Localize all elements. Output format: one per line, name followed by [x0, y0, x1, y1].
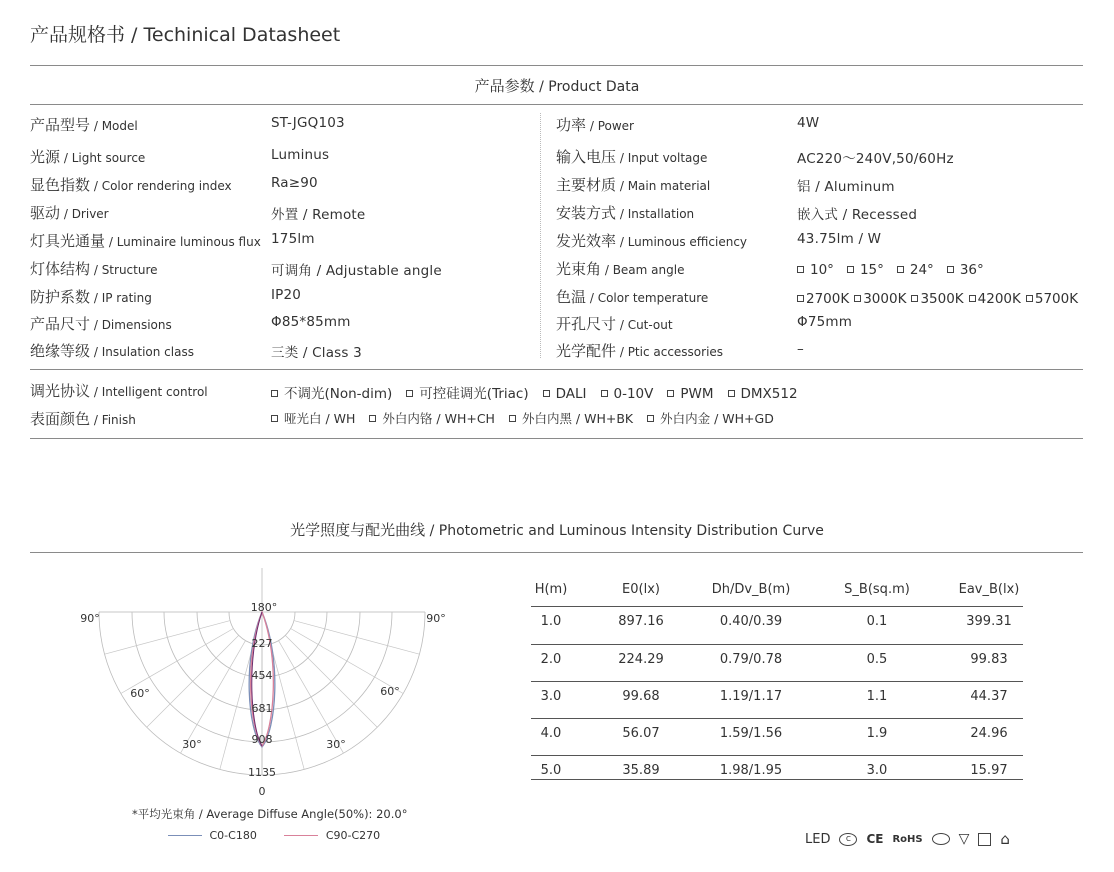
- heading-en: / Product Data: [534, 79, 640, 95]
- table-cell: 0.40/0.39: [719, 614, 783, 629]
- option-label: DALI: [555, 386, 587, 402]
- table-cell: 99.83: [970, 652, 1008, 667]
- radial-label: 227: [251, 637, 273, 650]
- spec-label-zh: 产品尺寸: [30, 315, 91, 333]
- spec-value: 外置 / Remote: [271, 207, 366, 223]
- table-cell: 897.16: [618, 614, 664, 629]
- checkbox-icon[interactable]: [271, 415, 278, 422]
- spec-label-zh: 发光效率: [556, 232, 617, 250]
- spec-label: [556, 114, 634, 135]
- spec-label-en: / Input voltage: [616, 151, 708, 165]
- indoor-use-icon: ⌂: [1000, 830, 1010, 848]
- spec-label-zh: 色温: [556, 288, 587, 306]
- option-item[interactable]: [601, 386, 654, 402]
- spec-label-en: / Dimensions: [90, 318, 172, 332]
- control-label: [30, 380, 208, 401]
- checkbox-icon[interactable]: [911, 295, 918, 302]
- table-cell: 2.0: [540, 652, 562, 667]
- table-cell: 5.0: [540, 763, 562, 778]
- spec-label-en: / Beam angle: [601, 263, 685, 277]
- beam-angle-label: 10°: [810, 262, 834, 278]
- table-cell: 4.0: [540, 726, 562, 741]
- spec-label: [556, 202, 694, 223]
- polar-spoke: [291, 629, 404, 694]
- angle-label: 90°: [80, 612, 100, 625]
- table-cell: 1.9: [866, 726, 888, 741]
- spec-label-en: / Insulation class: [90, 345, 194, 359]
- cqc-icon: [932, 833, 950, 845]
- color-temperature-label: 4200K: [977, 291, 1021, 307]
- certification-marks: [805, 830, 1010, 848]
- spec-value: 175lm: [271, 231, 315, 247]
- spec-label: [30, 313, 172, 334]
- table-cell: 224.29: [618, 652, 664, 667]
- spec-label: [556, 230, 747, 251]
- legend-label-c0: C0-C180: [209, 829, 257, 842]
- spec-value: Ra≥90: [271, 175, 318, 191]
- option-item[interactable]: [271, 382, 392, 402]
- spec-label: [30, 340, 194, 361]
- spec-value: 三类 / Class 3: [271, 345, 362, 361]
- checkbox-icon[interactable]: [543, 390, 550, 397]
- spec-label: [556, 146, 707, 167]
- option-label: 可控硅调光(Triac): [419, 386, 529, 402]
- spec-value: ST-JGQ103: [271, 115, 345, 131]
- spec-label-en: / Luminaire luminous flux: [105, 235, 261, 249]
- checkbox-icon[interactable]: [647, 415, 654, 422]
- spec-label-en: / Cut-out: [616, 318, 673, 332]
- spec-label-zh: 绝缘等级: [30, 342, 91, 360]
- spec-label-en: / Color rendering index: [90, 179, 232, 193]
- divider: [30, 104, 1083, 105]
- spec-value: –: [797, 341, 804, 357]
- photometric-heading-zh: 光学照度与配光曲线: [290, 521, 426, 539]
- option-item[interactable]: [369, 409, 495, 427]
- beam-angle-option[interactable]: [797, 262, 834, 278]
- table-header: S_B(sq.m): [844, 582, 910, 597]
- spec-label-zh: 产品型号: [30, 116, 91, 134]
- option-item[interactable]: [647, 409, 774, 427]
- photometric-heading-en: / Photometric and Luminous Intensity Distribution Curve: [425, 523, 824, 539]
- spec-label: [556, 340, 723, 361]
- color-temperature-label: 5700K: [1034, 291, 1079, 307]
- table-cell: 3.0: [540, 689, 562, 704]
- beam-angle-option[interactable]: [897, 262, 934, 278]
- color-temperature-option[interactable]: [797, 291, 849, 307]
- divider: [30, 369, 1083, 370]
- page-title-zh: 产品规格书: [30, 24, 126, 46]
- option-label: 外白内铬 / WH+CH: [382, 411, 495, 426]
- angle-label: 90°: [426, 612, 446, 625]
- spec-value: Φ85*85mm: [271, 314, 351, 330]
- spec-label-zh: 灯具光通量: [30, 232, 106, 250]
- spec-label-zh: 主要材质: [556, 176, 617, 194]
- spec-label: [556, 174, 710, 195]
- beam-angle-label: 15°: [859, 262, 884, 278]
- checkbox-icon[interactable]: [969, 295, 976, 302]
- spec-label-zh: 光学配件: [556, 342, 617, 360]
- spec-label-zh: 驱动: [30, 204, 61, 222]
- spec-label-zh: 显色指数: [30, 176, 91, 194]
- spec-value: AC220～240V,50/60Hz: [797, 151, 954, 167]
- spec-label-en: / IP rating: [90, 291, 152, 305]
- polar-spoke: [181, 641, 246, 754]
- beam-angle-label: 24°: [909, 262, 934, 278]
- page-title-en: / Techinical Datasheet: [125, 24, 341, 46]
- polar-spoke: [147, 635, 239, 727]
- spec-value: 嵌入式 / Recessed: [797, 207, 918, 223]
- polar-spoke: [279, 641, 344, 754]
- option-label: 不调光(Non-dim): [284, 386, 393, 402]
- beam-angle-option[interactable]: [847, 262, 884, 278]
- spec-label-en: / Power: [586, 119, 634, 133]
- table-cell: 1.59/1.56: [719, 726, 783, 741]
- option-label: 外白内黑 / WH+BK: [521, 411, 634, 426]
- spec-label: [30, 146, 145, 167]
- spec-label-zh: 光束角: [556, 260, 602, 278]
- option-item[interactable]: [509, 409, 633, 427]
- table-cell: 1.0: [540, 614, 562, 629]
- beam-angle-label: 36°: [959, 262, 984, 278]
- polar-spoke: [271, 644, 305, 770]
- spec-label: [30, 202, 109, 223]
- spec-value: 43.75lm / W: [797, 231, 882, 247]
- spec-label: [30, 286, 152, 307]
- beam-angle-options: [797, 262, 997, 278]
- spec-label: [556, 313, 673, 334]
- polar-spoke: [294, 621, 420, 655]
- spec-label-zh: 开孔尺寸: [556, 315, 617, 333]
- checkbox-icon[interactable]: [847, 266, 854, 273]
- spec-label: [30, 114, 138, 135]
- control-options: [271, 382, 812, 402]
- spec-label-en: / Structure: [90, 263, 158, 277]
- legend-label-c90: C90-C270: [325, 829, 381, 842]
- table-row-divider: [531, 755, 1023, 756]
- table-cell: 0.1: [866, 614, 888, 629]
- table-header: E0(lx): [622, 582, 660, 597]
- beam-angle-option[interactable]: [947, 262, 984, 278]
- spec-label-en: / Luminous efficiency: [616, 235, 748, 249]
- option-item[interactable]: [543, 386, 587, 402]
- table-cell: 1.98/1.95: [719, 763, 783, 778]
- radial-label: 681: [251, 702, 273, 715]
- spec-label-zh: 功率: [556, 116, 587, 134]
- spec-label-en: / Model: [90, 119, 138, 133]
- table-cell: 1.19/1.17: [719, 689, 783, 704]
- option-item[interactable]: [271, 409, 355, 427]
- polar-legend: [168, 829, 380, 842]
- checkbox-icon[interactable]: [728, 390, 735, 397]
- table-cell: 0.79/0.78: [719, 652, 783, 667]
- table-row-divider: [531, 644, 1023, 645]
- option-label: 外白内金 / WH+GD: [660, 411, 774, 426]
- table-header: Dh/Dv_B(m): [711, 582, 791, 597]
- table-cell: 0.5: [866, 652, 888, 667]
- spec-label: [30, 258, 158, 279]
- checkbox-icon[interactable]: [854, 295, 861, 302]
- angle-label: 60°: [130, 687, 150, 700]
- spec-label-zh: 光源: [30, 148, 61, 166]
- spec-label-zh: 安装方式: [556, 204, 617, 222]
- divider: [30, 552, 1083, 553]
- checkbox-icon[interactable]: [797, 295, 804, 302]
- color-temperature-label: 2700K: [806, 291, 850, 307]
- checkbox-icon[interactable]: [1026, 295, 1033, 302]
- polar-diagram: [70, 560, 460, 805]
- spec-label-en: / Ptic accessories: [616, 345, 724, 359]
- control-label-en: / Intelligent control: [90, 385, 208, 399]
- polar-spoke: [220, 644, 254, 770]
- spec-label-zh: 防护系数: [30, 288, 91, 306]
- radial-label: 180°: [250, 601, 278, 614]
- radial-label: 1135: [248, 766, 276, 779]
- option-item[interactable]: [406, 382, 528, 402]
- table-cell: 44.37: [970, 689, 1008, 704]
- led-mark: LED: [805, 831, 831, 847]
- angle-label: 30°: [326, 738, 346, 751]
- table-cell: 24.96: [970, 726, 1008, 741]
- checkbox-icon[interactable]: [897, 266, 904, 273]
- spec-value: 铝 / Aluminum: [797, 179, 895, 195]
- finish-options: [271, 409, 788, 427]
- radial-label: 454: [251, 669, 273, 682]
- ce-mark: CE: [866, 832, 884, 846]
- polar-spoke: [121, 629, 234, 694]
- option-label: 0-10V: [613, 386, 654, 402]
- checkbox-icon[interactable]: [601, 390, 608, 397]
- polar-spoke: [285, 635, 377, 727]
- finish-label: [30, 408, 136, 429]
- angle-label: 30°: [182, 738, 202, 751]
- divider: [30, 65, 1083, 66]
- spec-value: 可调角 / Adjustable angle: [271, 263, 442, 279]
- product-data-heading: [0, 75, 1114, 96]
- option-item[interactable]: [728, 386, 798, 402]
- checkbox-icon[interactable]: [797, 266, 804, 273]
- spec-label-zh: 灯体结构: [30, 260, 91, 278]
- spec-label-en: / Driver: [60, 207, 109, 221]
- f-mark-icon: ▽: [958, 831, 970, 847]
- table-cell: 15.97: [970, 763, 1008, 778]
- color-temperature-label: 3500K: [920, 291, 964, 307]
- table-row-divider: [531, 779, 1023, 780]
- divider: [30, 438, 1083, 439]
- spec-label-en: / Main material: [616, 179, 711, 193]
- checkbox-icon[interactable]: [667, 390, 674, 397]
- checkbox-icon[interactable]: [947, 266, 954, 273]
- spec-label: [556, 286, 708, 307]
- page-title: [30, 20, 340, 47]
- color-temperature-options: [797, 291, 1083, 307]
- checkbox-icon[interactable]: [509, 415, 516, 422]
- table-row-divider: [531, 681, 1023, 682]
- heading-zh: 产品参数: [474, 77, 535, 95]
- spec-value: Φ75mm: [797, 314, 853, 330]
- spec-label: [30, 230, 261, 251]
- legend-swatch-c0: [168, 835, 202, 836]
- spec-label-en: / Light source: [60, 151, 146, 165]
- table-cell: 3.0: [866, 763, 888, 778]
- color-temperature-label: 3000K: [863, 291, 907, 307]
- legend-swatch-c90: [284, 835, 318, 836]
- option-label: 哑光白 / WH: [284, 411, 356, 426]
- table-cell: 99.68: [622, 689, 660, 704]
- angle-label: 60°: [380, 685, 400, 698]
- table-cell: 35.89: [622, 763, 660, 778]
- spec-label-zh: 输入电压: [556, 148, 617, 166]
- table-cell: 56.07: [622, 726, 660, 741]
- polar-spoke: [105, 621, 231, 655]
- photometric-heading: [0, 519, 1114, 540]
- control-label-zh: 调光协议: [30, 382, 91, 400]
- checkbox-icon[interactable]: [369, 415, 376, 422]
- spec-label-en: / Color temperature: [586, 291, 709, 305]
- radial-label: 908: [251, 733, 273, 746]
- option-item[interactable]: [667, 386, 713, 402]
- table-cell: 1.1: [866, 689, 888, 704]
- finish-label-zh: 表面颜色: [30, 410, 91, 428]
- spec-label-en: / Installation: [616, 207, 695, 221]
- checkbox-icon[interactable]: [271, 390, 278, 397]
- beam-angle-note: *平均光束角 / Average Diffuse Angle(50%): 20.0°: [132, 807, 408, 821]
- spec-label: [556, 258, 684, 279]
- table-cell: 399.31: [966, 614, 1012, 629]
- spec-value: IP20: [271, 287, 302, 303]
- option-label: PWM: [680, 386, 714, 402]
- spec-value: Luminus: [271, 147, 330, 163]
- option-label: DMX512: [740, 386, 798, 402]
- color-temperature-option[interactable]: [969, 291, 1021, 307]
- table-header: Eav_B(lx): [958, 582, 1020, 597]
- table-header: H(m): [534, 582, 568, 597]
- color-temperature-option[interactable]: [854, 291, 906, 307]
- column-divider: [540, 113, 541, 358]
- rohs-mark: RoHS: [892, 833, 923, 845]
- class-iii-icon: [978, 833, 991, 846]
- table-row-divider: [531, 606, 1023, 607]
- angle-label: 0: [258, 785, 266, 798]
- checkbox-icon[interactable]: [406, 390, 413, 397]
- table-row-divider: [531, 718, 1023, 719]
- ccc-icon: C: [839, 833, 857, 846]
- color-temperature-option[interactable]: [911, 291, 963, 307]
- spec-label: [30, 174, 232, 195]
- color-temperature-option[interactable]: [1026, 291, 1078, 307]
- spec-value: 4W: [797, 115, 820, 131]
- finish-label-en: / Finish: [90, 413, 136, 427]
